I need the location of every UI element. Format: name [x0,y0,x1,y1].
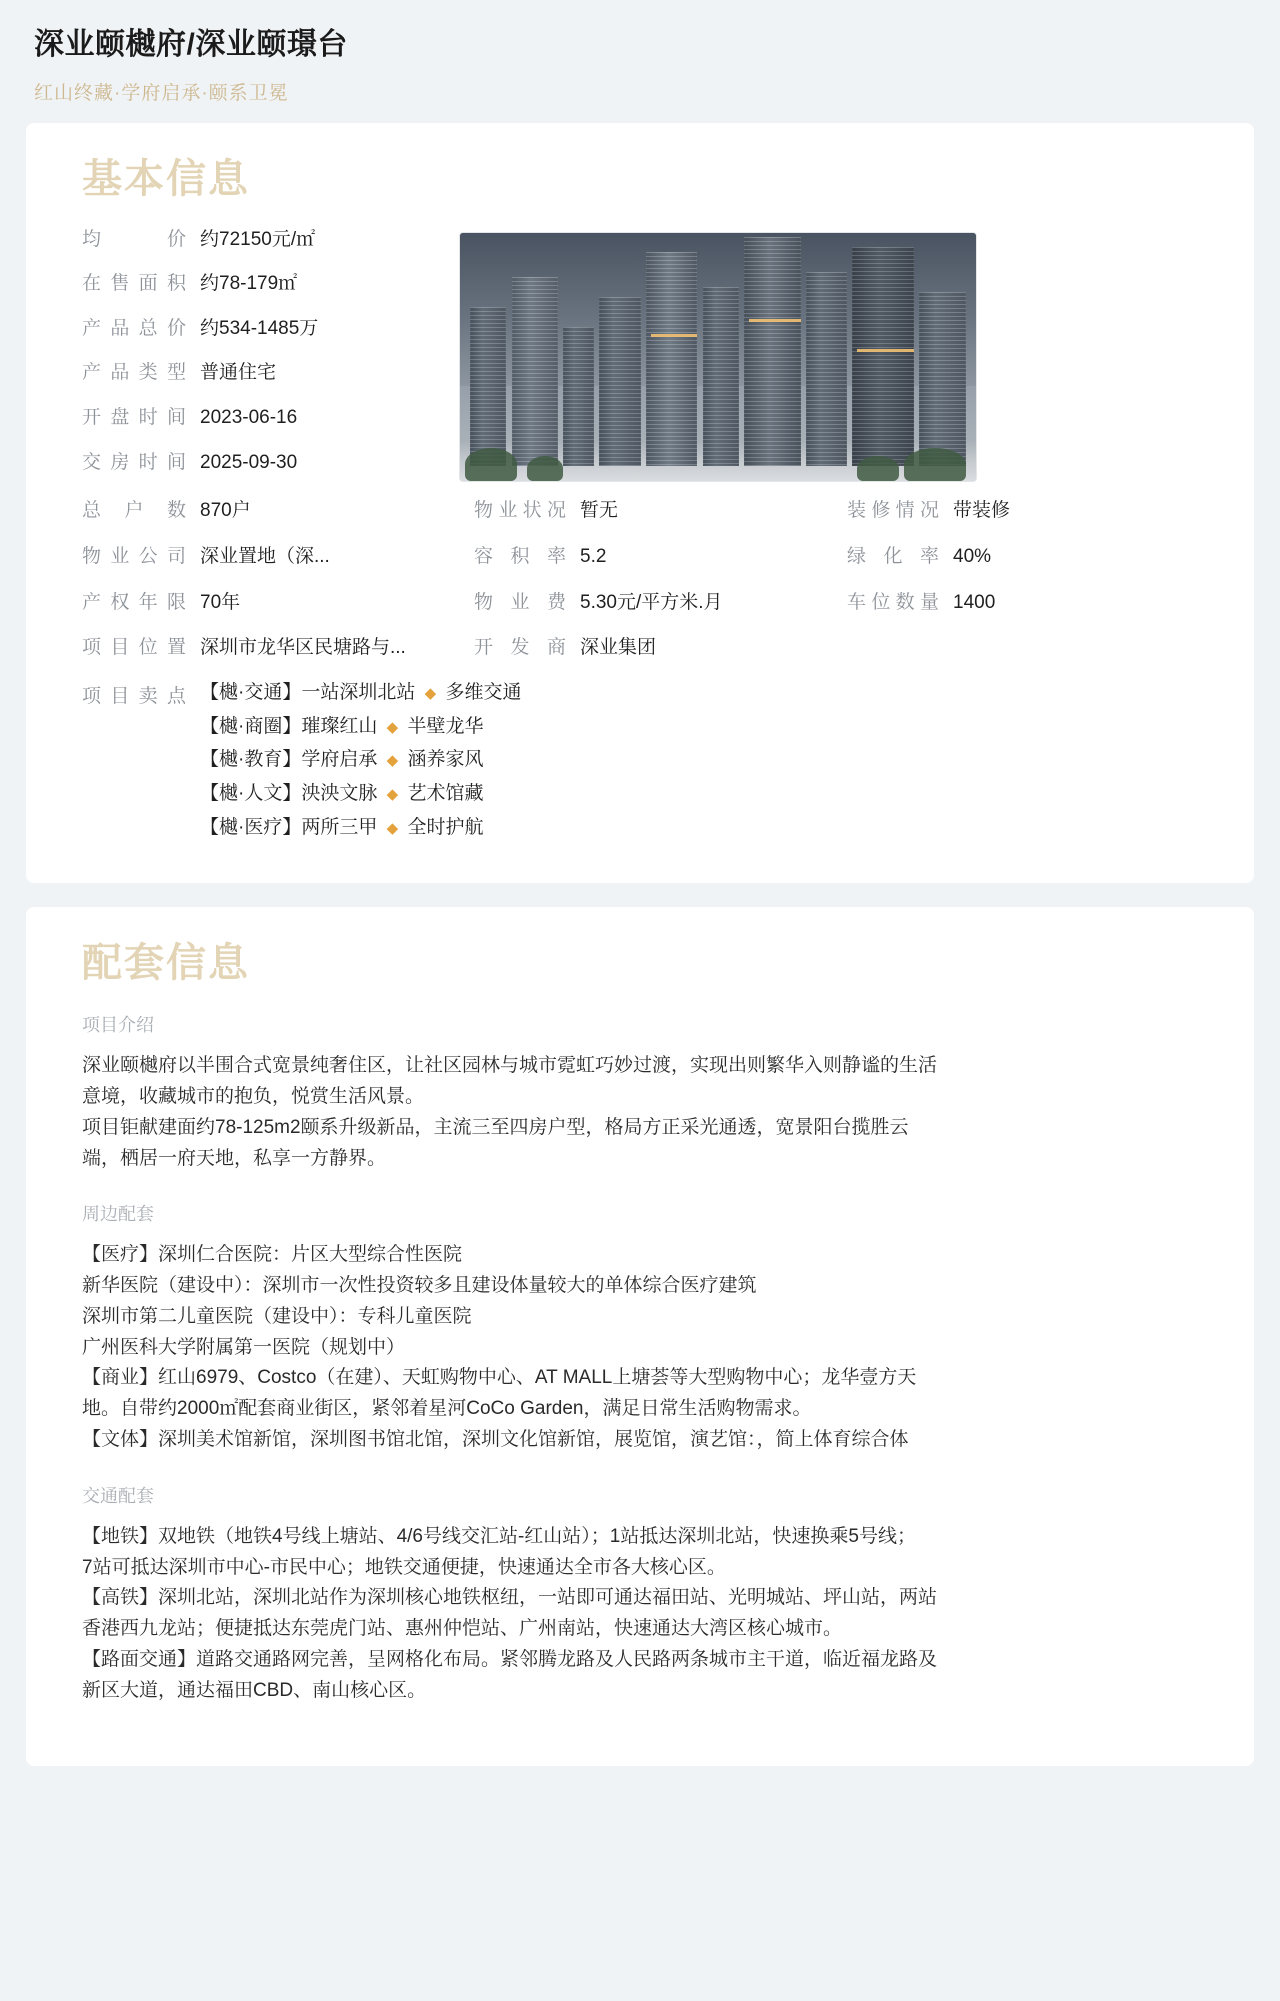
spec-label: 产品类型 [82,362,186,384]
selling-point-right: 涵养家风 [407,749,484,771]
spec-value: 深业置地（深... [200,545,330,567]
spec-row [82,316,452,342]
spec-value: 2025-09-30 [200,451,298,473]
traffic-line: 【路面交通】道路交通路网完善，呈网格化布局。紧邻腾龙路及人民路两条城市主干道，临近福龙路及 [82,1648,938,1670]
spec-value: 深圳市龙华区民塘路与... [200,637,406,659]
spec-value: 约534-1485万 [200,317,319,339]
selling-point-right: 艺术馆藏 [407,782,484,804]
intro-line: 项目钜献建面约78-125m2颐系升级新品，主流三至四房户型，格局方正采光通透，宽景阳台揽胜云 [82,1116,909,1138]
diamond-icon: ◆ [386,752,399,770]
spec-row [474,498,847,524]
selling-points-list [186,681,521,849]
spec-value: 约72150元/㎡ [200,228,316,250]
building-tower [852,247,914,465]
page-title: 深业颐樾府/深业颐璟台 [34,28,348,61]
spec-label: 产品总价 [82,317,186,339]
selling-point-left: 【樾·人文】泱泱文脉 [200,782,378,804]
intro-line: 意境，收藏城市的抱负，悦赏生活风景。 [82,1086,425,1108]
traffic-line: 【地铁】双地铁（地铁4号线上塘站、4/6号线交汇站-红山站）；1站抵达深圳北站，快速换乘5号线； [82,1525,916,1547]
selling-point-left: 【樾·医疗】两所三甲 [200,816,378,838]
window-glow [749,319,801,322]
selling-point-item [200,748,521,773]
around-label: 周边配套 [82,1204,154,1225]
spec-label: 物业状况 [474,500,566,522]
intro-line: 端，栖居一府天地，私享一方静界。 [82,1147,387,1169]
spec-label: 交房时间 [82,451,186,473]
spec-value: 2023-06-16 [200,407,298,429]
spec-row [847,544,1220,570]
grid-column-2 [474,498,847,681]
building-tower [919,292,965,466]
grid-column-3 [847,498,1220,681]
building-tower [599,297,640,466]
diamond-icon: ◆ [386,785,399,803]
selling-point-left: 【樾·交通】一站深圳北站 [200,681,416,703]
spec-row [474,590,847,616]
spec-label: 开盘时间 [82,407,186,429]
tree-shape [527,456,563,481]
spec-value: 普通住宅 [200,362,277,384]
selling-point-left: 【樾·教育】学府启承 [200,749,378,771]
diamond-icon: ◆ [424,684,437,702]
selling-point-item [200,715,521,740]
intro-label: 项目介绍 [82,1015,154,1036]
diamond-icon: ◆ [386,819,399,837]
spec-label: 均价 [82,228,186,250]
spec-label: 车位数量 [847,591,939,613]
building-tower [512,277,558,465]
building-tower [563,327,594,466]
around-line: 新华医院（建设中）：深圳市一次性投资较多且建设体量较大的单体综合医疗建筑 [82,1275,757,1297]
spec-label: 装修情况 [847,500,939,522]
spec-label: 绿化率 [847,545,939,567]
around-line: 【文体】深圳美术馆新馆，深圳图书馆北馆，深圳文化馆新馆，展览馆，演艺馆：，简上体育综合体 [82,1429,909,1450]
selling-point-left: 【樾·商圈】璀璨红山 [200,715,378,737]
facilities-section-title: 配套信息 [82,941,250,986]
traffic-label: 交通配套 [82,1485,154,1506]
around-line: 地。自带约2000㎡配套商业街区，紧邻着星河CoCo Garden，满足日常生活购物需求。 [82,1398,812,1420]
hero-image-wrap [452,227,1220,481]
around-line: 深圳市第二儿童医院（建设中）：专科儿童医院 [82,1305,472,1327]
selling-point-right: 全时护航 [407,816,484,838]
spec-label: 物业公司 [82,545,186,567]
selling-points-label: 项目卖点 [82,685,186,707]
spec-row [82,227,452,253]
spec-value: 深业集团 [580,637,657,659]
grid-column-1 [82,498,474,681]
spec-value: 1400 [953,591,996,613]
spec-row [82,498,474,524]
spec-row [847,590,1220,616]
selling-points-row [60,681,1220,849]
basic-info-top [60,227,1220,495]
spec-label: 开发商 [474,637,566,659]
traffic-line: 新区大道，通达福田CBD、南山核心区。 [82,1679,427,1701]
spec-row [82,450,452,476]
around-line: 【商业】红山6979、Costco（在建）、天虹购物中心、AT MALL上塘荟等大型购物中心；龙华壹方天 [82,1367,917,1389]
spec-label: 在售面积 [82,273,186,295]
around-paragraph [82,1240,1220,1455]
spec-label: 项目位置 [82,637,186,659]
spec-row [474,635,847,661]
selling-point-right: 半壁龙华 [407,715,484,737]
building-tower [744,237,801,465]
spec-label: 物业费 [474,591,566,613]
spec-row [847,498,1220,524]
traffic-paragraph [82,1522,1220,1707]
basic-info-left-column [60,227,452,495]
spec-row [474,544,847,570]
project-render-image [460,233,976,481]
window-glow [651,334,697,337]
facilities-card [26,907,1254,1766]
tree-shape [465,448,517,480]
spec-label: 总户数 [82,500,186,522]
spec-row [82,405,452,431]
window-glow [857,349,914,352]
spec-value: 40% [953,545,992,567]
basic-info-section-title: 基本信息 [82,156,250,201]
building-tower [806,272,847,465]
spec-row [82,360,452,386]
basic-info-grid [60,498,1220,681]
spec-value: 70年 [200,591,241,613]
spec-value: 约78-179㎡ [200,273,298,295]
building-tower [703,287,739,466]
page-subtitle: 红山终藏·学府启承·颐系卫冕 [34,82,289,104]
building-tower [470,307,506,466]
building-tower [646,252,698,465]
intro-paragraph [82,1051,1220,1174]
page-header [0,0,1280,123]
spec-value: 870户 [200,500,251,522]
selling-point-item [200,681,521,706]
spec-value: 5.30元/平方米.月 [580,591,723,613]
selling-point-right: 多维交通 [445,681,522,703]
around-line: 【医疗】深圳仁合医院：片区大型综合性医院 [82,1244,463,1266]
around-line: 广州医科大学附属第一医院（规划中） [82,1336,406,1358]
intro-line: 深业颐樾府以半围合式宽景纯奢住区，让社区园林与城市霓虹巧妙过渡，实现出则繁华入则静谧的生活 [82,1055,938,1077]
tree-shape [904,448,966,480]
spec-label: 容积率 [474,545,566,567]
spec-row [82,271,452,297]
spec-value: 带装修 [953,500,1011,522]
spec-value: 暂无 [580,500,619,522]
basic-info-card [26,123,1254,884]
selling-point-item [200,782,521,807]
spec-row [82,544,474,570]
spec-label: 产权年限 [82,591,186,613]
spec-row [82,635,474,661]
selling-point-item [200,816,521,841]
spec-row [82,590,474,616]
spec-value: 5.2 [580,545,607,567]
traffic-line: 香港西九龙站；便捷抵达东莞虎门站、惠州仲恺站、广州南站，快速通达大湾区核心城市。 [82,1618,843,1640]
traffic-line: 7站可抵达深圳市中心-市民中心；地铁交通便捷，快速通达全市各大核心区。 [82,1556,726,1578]
diamond-icon: ◆ [386,718,399,736]
tree-shape [857,456,898,481]
traffic-line: 【高铁】深圳北站，深圳北站作为深圳核心地铁枢纽，一站即可通达福田站、光明城站、坪山站，两站 [82,1587,938,1609]
